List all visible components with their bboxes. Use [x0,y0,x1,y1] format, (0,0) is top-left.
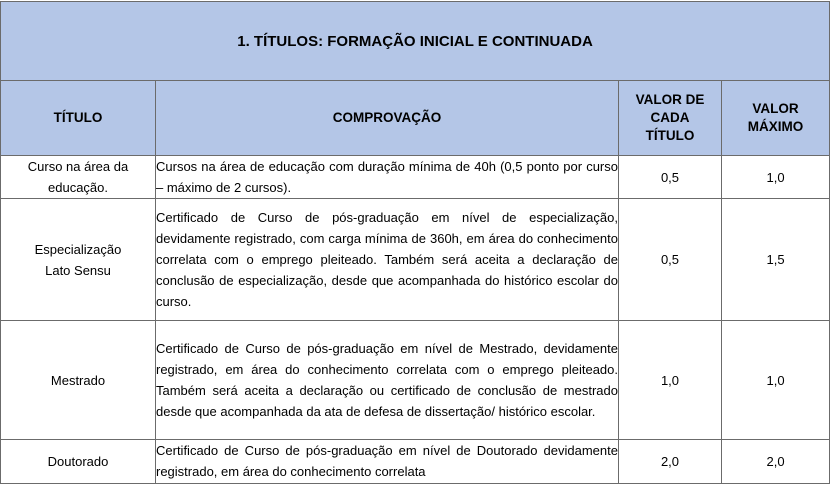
table-row [1,199,830,321]
header-valor-maximo-line: MÁXIMO [747,119,804,134]
cell-valor-cada: 1,0 [619,321,722,440]
header-valor-cada [619,81,722,156]
cell-comprovacao [156,440,619,484]
header-valor-cada-line: VALOR DE [635,92,705,107]
cell-titulo-line: Curso na área da [27,159,129,174]
cell-valor-cada: 2,0 [619,440,722,484]
criteria-table [0,1,830,484]
cell-titulo [1,199,156,321]
cell-comprovacao: Cursos na área de educação com duração mínima de 40h (0,5 ponto por curso – máximo de 2 cursos). [156,156,619,199]
cell-valor-cada: 0,5 [619,156,722,199]
cell-comprovacao: Certificado de Curso de pós-graduação em nível de Mestrado, devidamente registrado, em área do conhecimento correlata com o emprego pleiteado. Também será aceita a declaração ou certificado de conclusão de mestrado desde que acompanhada da ata de defesa de dissertação/ histórico escolar. [156,321,619,440]
table-row [1,156,830,199]
table-row [1,440,830,484]
table-title: 1. TÍTULOS: FORMAÇÃO INICIAL E CONTINUADA [1,2,830,81]
table-title-row [1,2,830,81]
cell-titulo [1,156,156,199]
header-valor-maximo-line: VALOR [752,101,799,116]
cell-titulo: Doutorado [1,440,156,484]
header-valor-cada-line: TÍTULO [645,128,695,143]
cell-titulo-line: Especialização [34,241,122,257]
cell-valor-maximo: 1,0 [722,321,830,440]
header-valor-maximo [722,81,830,156]
cell-valor-maximo: 1,5 [722,199,830,321]
table-row [1,321,830,440]
header-row [1,81,830,156]
cell-valor-maximo: 1,0 [722,156,830,199]
cell-valor-cada: 0,5 [619,199,722,321]
header-comprovacao: COMPROVAÇÃO [156,81,619,156]
cell-titulo-line: educação. [48,180,108,195]
cell-comprovacao: Certificado de Curso de pós-graduação em nível de especialização, devidamente registrado, com carga mínima de 360h, em área do conhecimento correlata com o emprego pleiteado. Também será aceita a declaração de conclusão de especialização, desde que acompanhada do histórico escolar do curso. [156,199,619,321]
cell-titulo: Mestrado [1,321,156,440]
cell-titulo-line: Lato Sensu [45,262,111,278]
cell-valor-maximo: 2,0 [722,440,830,484]
cell-comprovacao-text: Certificado de Curso de pós-graduação em nível de Doutorado devidamente registrado, em área do conhecimento correlata [156,443,618,479]
criteria-table-container [0,1,830,485]
header-titulo: TÍTULO [1,81,156,156]
header-valor-cada-line: CADA [650,110,690,125]
